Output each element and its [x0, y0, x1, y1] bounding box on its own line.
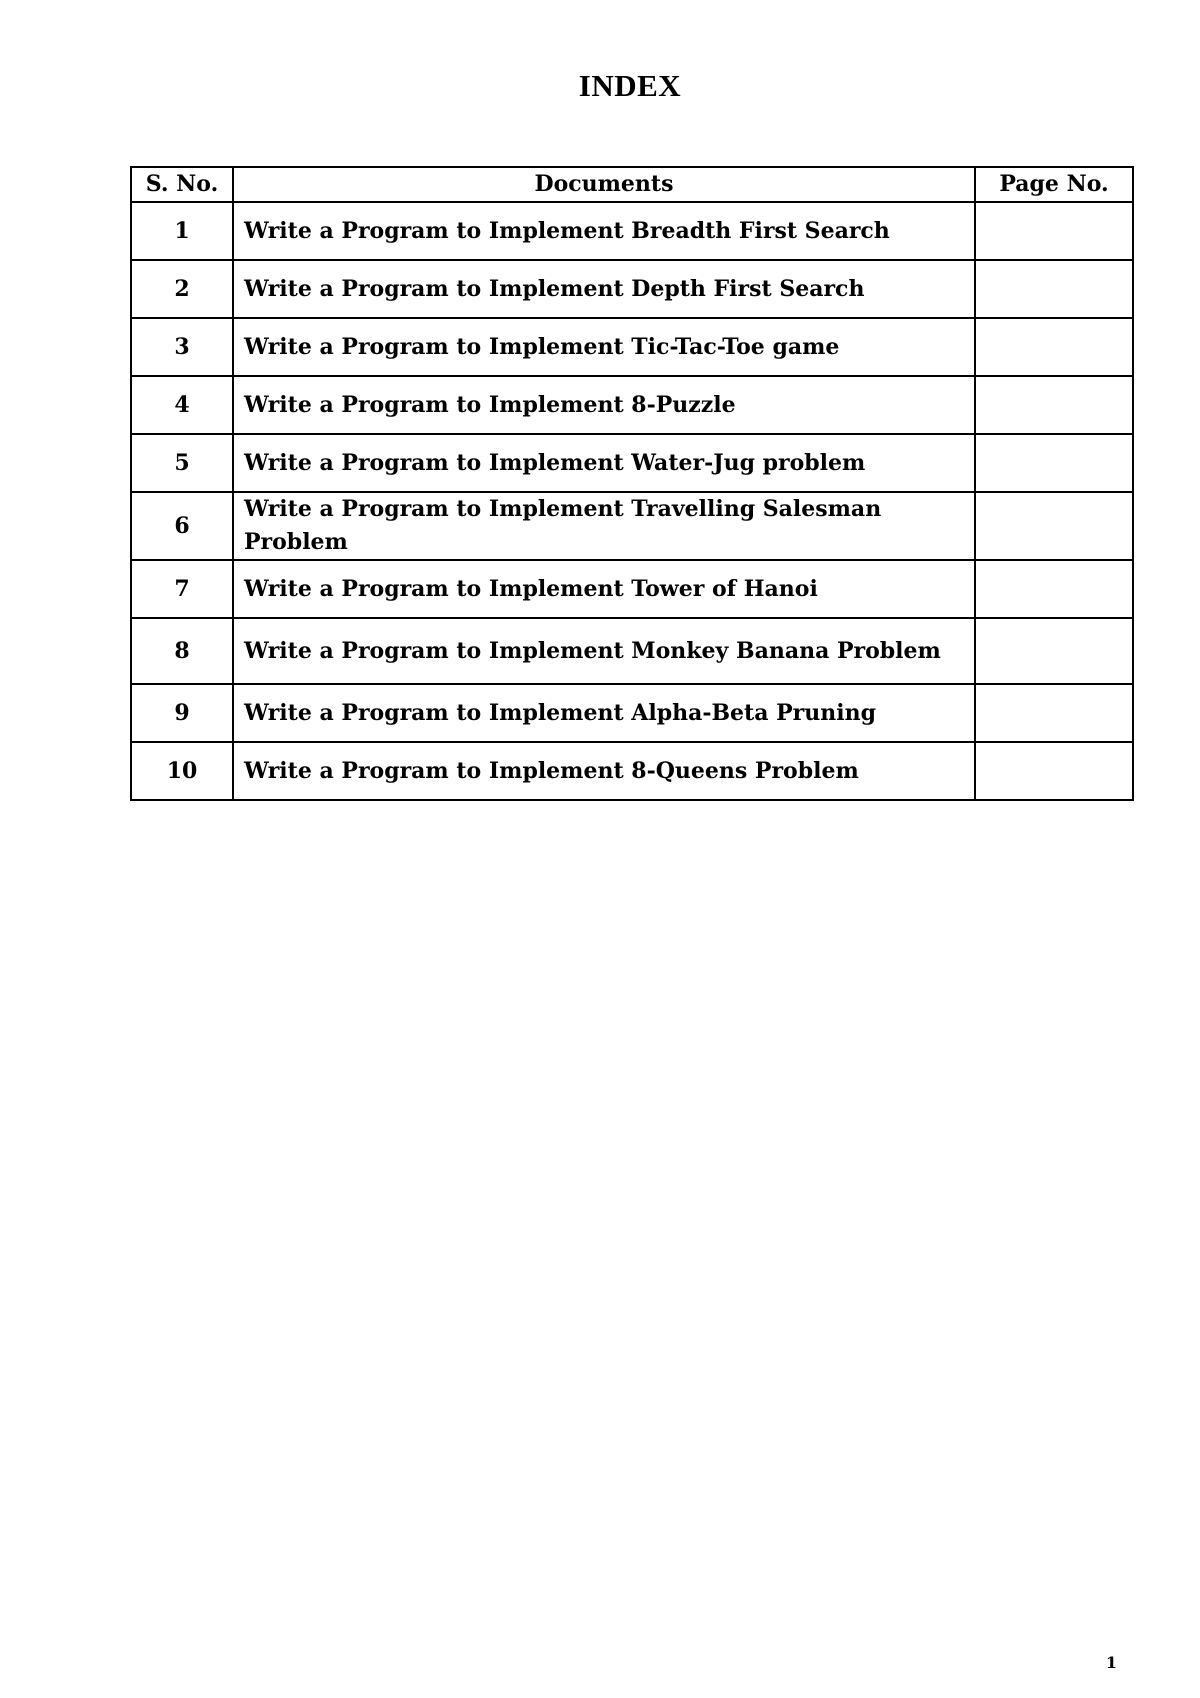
row-page-no: [975, 318, 1133, 376]
column-header-page-no: Page No.: [975, 167, 1133, 202]
table-row: [131, 202, 1133, 260]
page-title: INDEX: [578, 68, 682, 103]
table-row: [131, 376, 1133, 434]
row-sno: 1: [131, 202, 233, 260]
row-sno: 7: [131, 560, 233, 618]
row-page-no: [975, 434, 1133, 492]
table-row: [131, 618, 1133, 684]
row-page-no: [975, 742, 1133, 800]
table-row: [131, 434, 1133, 492]
row-document: Write a Program to Implement Tower of Hanoi: [233, 560, 975, 618]
table-row: [131, 684, 1133, 742]
row-document: Write a Program to Implement 8-Puzzle: [233, 376, 975, 434]
row-document: Write a Program to Implement 8-Queens Problem: [233, 742, 975, 800]
table-row: [131, 492, 1133, 560]
row-sno: 8: [131, 618, 233, 684]
column-header-documents: Documents: [233, 167, 975, 202]
row-page-no: [975, 202, 1133, 260]
row-page-no: [975, 684, 1133, 742]
index-table: [130, 166, 1134, 801]
row-sno: 5: [131, 434, 233, 492]
row-document: Write a Program to Implement Breadth First Search: [233, 202, 975, 260]
row-document: Write a Program to Implement Alpha-Beta Pruning: [233, 684, 975, 742]
row-document: Write a Program to Implement Depth First Search: [233, 260, 975, 318]
row-page-no: [975, 492, 1133, 560]
row-page-no: [975, 260, 1133, 318]
row-sno: 6: [131, 492, 233, 560]
row-document: Write a Program to Implement Travelling Salesman Problem: [233, 492, 975, 560]
row-sno: 2: [131, 260, 233, 318]
row-page-no: [975, 376, 1133, 434]
page-number: 1: [1105, 1653, 1117, 1672]
row-page-no: [975, 618, 1133, 684]
table-header-row: [131, 167, 1133, 202]
row-sno: 3: [131, 318, 233, 376]
row-sno: 9: [131, 684, 233, 742]
column-header-sno: S. No.: [131, 167, 233, 202]
row-page-no: [975, 560, 1133, 618]
row-document: Write a Program to Implement Tic-Tac-Toe game: [233, 318, 975, 376]
row-document: Write a Program to Implement Monkey Banana Problem: [233, 618, 975, 684]
row-document: Write a Program to Implement Water-Jug problem: [233, 434, 975, 492]
table-row: [131, 742, 1133, 800]
row-sno: 10: [131, 742, 233, 800]
row-sno: 4: [131, 376, 233, 434]
table-row: [131, 318, 1133, 376]
table-row: [131, 560, 1133, 618]
table-row: [131, 260, 1133, 318]
